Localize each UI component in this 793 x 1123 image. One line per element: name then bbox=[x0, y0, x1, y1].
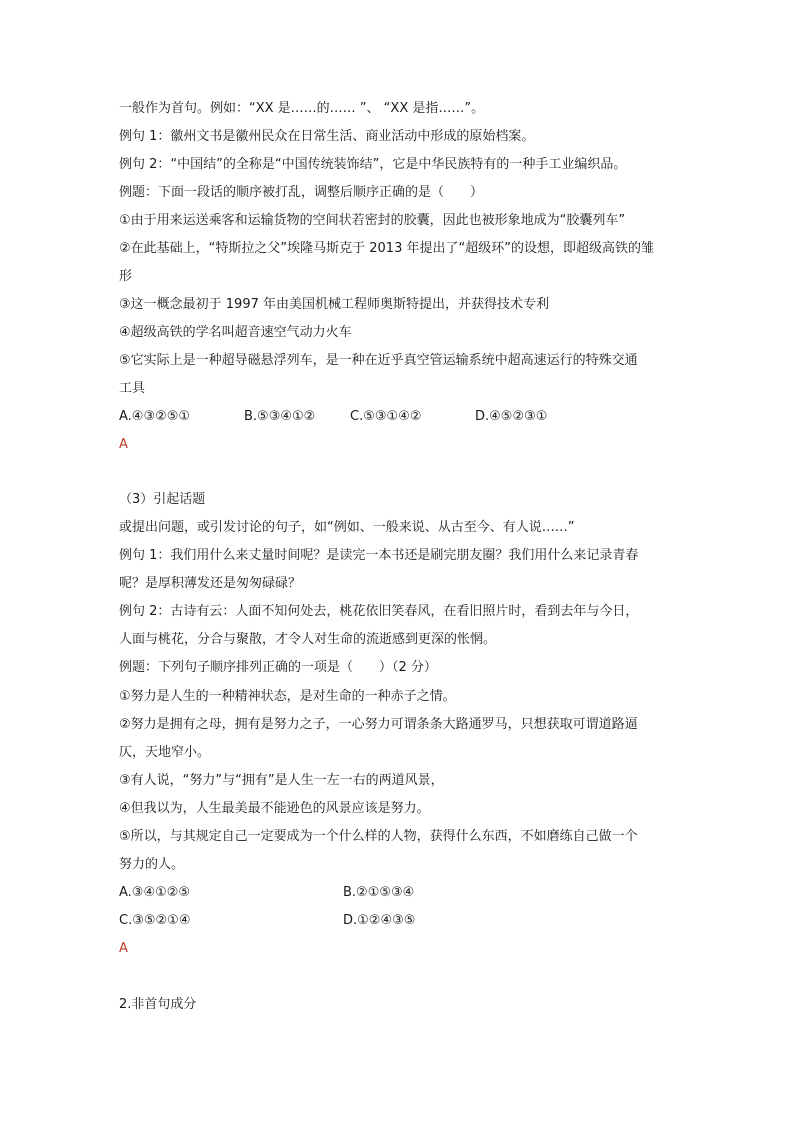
option-b: B.②①⑤③④ bbox=[343, 885, 415, 900]
sentence-5-line-1: ⑤所以，与其规定自己一定要成为一个什么样的人物，获得什么东西，不如磨练自己做一个 bbox=[119, 829, 638, 844]
answer-text: A bbox=[119, 437, 128, 452]
option-c: C.③⑤②①④ bbox=[119, 913, 191, 928]
example-sentence-1-line-1: 例句 1：我们用什么来丈量时间呢？是读完一本书还是刷完朋友圈？我们用什么来记录青春 bbox=[119, 548, 639, 563]
sentence-5-line-2: 工具 bbox=[119, 381, 146, 396]
sentence-1: ①努力是人生的一种精神状态，是对生命的一种赤子之情。 bbox=[119, 689, 456, 704]
sentence-4: ④但我以为，人生最美最不能逊色的风景应该是努力。 bbox=[119, 801, 430, 816]
question-prompt: 例题：下面一段话的顺序被打乱，调整后顺序正确的是（ ） bbox=[119, 185, 484, 200]
question-prompt: 例题：下列句子顺序排列正确的一项是（ ）（2 分） bbox=[119, 660, 437, 675]
example-sentence-2-line-2: 人面与桃花，分合与聚散，才令人对生命的流逝感到更深的怅惘。 bbox=[119, 632, 497, 647]
sentence-2-line-1: ②在此基础上，“特斯拉之父”埃隆马斯克于 2013 年提出了“超级环”的设想，即超级高铁的雏 bbox=[119, 241, 654, 256]
sentence-3: ③有人说，“努力”与“拥有”是人生一左一右的两道风景， bbox=[119, 773, 444, 788]
section-heading: 2.非首句成分 bbox=[119, 997, 197, 1012]
example-sentence-2-line-1: 例句 2：古诗有云：人面不知何处去，桃花依旧笑春风，在看旧照片时，看到去年与今日， bbox=[119, 604, 639, 619]
example-sentence-2: 例句 2：“中国结”的全称是“中国传统装饰结”，它是中华民族特有的一种手工业编织品。 bbox=[119, 157, 627, 172]
option-a: A.④③②⑤① bbox=[119, 409, 191, 424]
option-d: D.④⑤②③① bbox=[475, 409, 548, 424]
sentence-5-line-1: ⑤它实际上是一种超导磁悬浮列车，是一种在近乎真空管运输系统中超高速运行的特殊交通 bbox=[119, 353, 638, 368]
sentence-3: ③这一概念最初于 1997 年由美国机械工程师奥斯特提出，并获得技术专利 bbox=[119, 297, 550, 312]
sentence-2-line-2: 仄，天地窄小。 bbox=[119, 745, 211, 760]
example-sentence-1: 例句 1：徽州文书是徽州民众在日常生活、商业活动中形成的原始档案。 bbox=[119, 129, 535, 144]
sentence-2-line-2: 形 bbox=[119, 269, 133, 284]
option-c: C.⑤③①④② bbox=[350, 409, 422, 424]
answer-text: A bbox=[119, 941, 128, 956]
sentence-5-line-2: 努力的人。 bbox=[119, 857, 185, 872]
intro-text: 一般作为首句。例如：“XX 是……的…… ”、 “XX 是指……”。 bbox=[119, 101, 485, 116]
sentence-4: ④超级高铁的学名叫超音速空气动力火车 bbox=[119, 325, 352, 340]
option-a: A.③④①②⑤ bbox=[119, 885, 191, 900]
option-d: D.①②④③⑤ bbox=[343, 913, 416, 928]
section-description: 或提出问题，或引发讨论的句子，如“例如、一般来说、从古至今、有人说……” bbox=[119, 520, 575, 535]
sentence-1: ①由于用来运送乘客和运输货物的空间状若密封的胶囊，因此也被形象地成为“胶囊列车” bbox=[119, 213, 626, 228]
example-sentence-1-line-2: 呢？是厚积薄发还是匆匆碌碌？ bbox=[119, 576, 302, 591]
option-b: B.⑤③④①② bbox=[244, 409, 316, 424]
section-heading: （3）引起话题 bbox=[119, 492, 206, 507]
sentence-2-line-1: ②努力是拥有之母，拥有是努力之子，一心努力可谓条条大路通罗马，只想获取可谓道路逼 bbox=[119, 717, 638, 732]
